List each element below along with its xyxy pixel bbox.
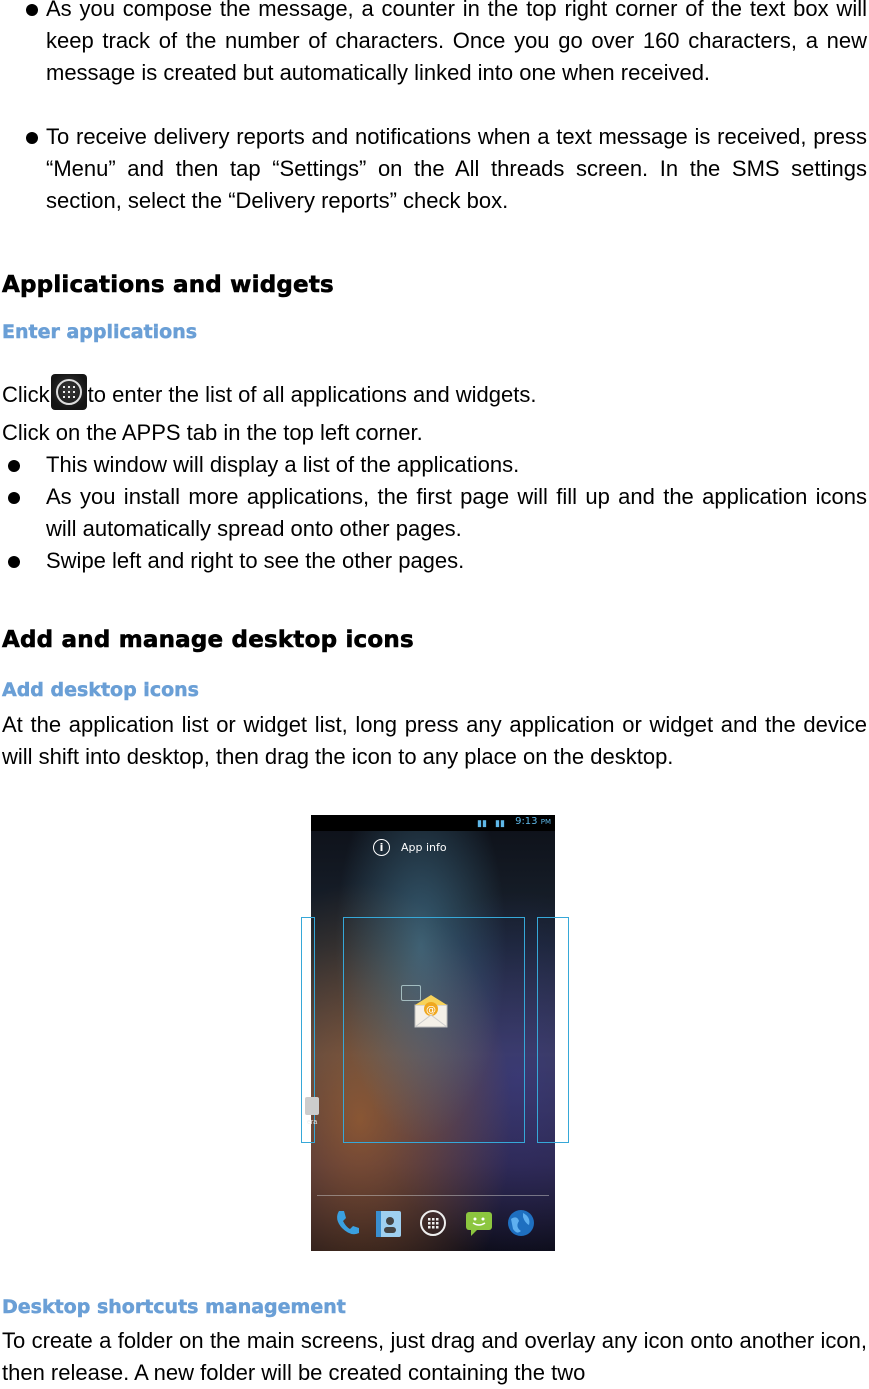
desktop-panel-right — [537, 917, 569, 1143]
bullet-message-counter: As you compose the message, a counter in the top right corner of the text box will keep track of the number of characters. Once you go over 160 characters, a new message is created but automatically linked into one when received. — [46, 0, 867, 85]
side-app-label: era — [307, 1119, 318, 1126]
click-instruction: Click to enter the list of all applications and widgets. — [2, 374, 867, 411]
bullet-delivery-reports: To receive delivery reports and notifications when a text message is received, press “Menu” and then tap “Settings” on the All threads screen. In the SMS settings section, select the “Delivery reports” check box. — [46, 124, 867, 213]
browser-icon[interactable] — [505, 1207, 537, 1239]
messaging-icon[interactable] — [463, 1207, 495, 1239]
apps-launcher-icon[interactable] — [417, 1207, 449, 1239]
contacts-icon[interactable] — [373, 1207, 405, 1239]
phone-icon[interactable] — [331, 1207, 363, 1239]
camera-icon — [305, 1097, 319, 1115]
signal-icon: ▮▮ — [495, 818, 505, 828]
bullet-dot — [26, 0, 38, 25]
bullet-dot — [8, 449, 20, 481]
desktop-panel-center — [343, 917, 525, 1143]
bullet-install-more: As you install more applications, the first page will fill up and the application icons will automatically spread onto other pages. — [46, 484, 867, 541]
bullet-dot — [8, 481, 20, 513]
bullet-swipe: Swipe left and right to see the other pages. — [46, 548, 465, 573]
heading-add-manage-icons: Add and manage desktop icons — [2, 627, 414, 653]
svg-text:@: @ — [426, 1005, 436, 1016]
subheading-desktop-shortcuts: Desktop shortcuts management — [2, 1296, 346, 1318]
desktop-shortcuts-body: To create a folder on the main screens, just drag and overlay any icon onto another icon, then release. A new folder will be created containing the two — [2, 1328, 867, 1385]
info-icon: i — [373, 839, 390, 856]
apps-launcher-icon — [51, 374, 87, 410]
bullet-dot — [8, 545, 20, 577]
dock-divider — [317, 1195, 549, 1196]
subheading-add-desktop-icons: Add desktop icons — [2, 679, 199, 701]
bullet-dot — [26, 121, 38, 153]
add-desktop-body: At the application list or widget list, long press any application or widget and the device will shift into desktop, then drag the icon to any place on the desktop. — [2, 712, 867, 769]
folder-outline-icon — [401, 985, 421, 1001]
status-bar — [311, 815, 555, 831]
apps-tab-instruction: Click on the APPS tab in the top left corner. — [2, 420, 423, 445]
bullet-app-list: This window will display a list of the applications. — [46, 452, 520, 477]
subheading-enter-applications: Enter applications — [2, 321, 198, 343]
signal-icon: ▮▮ — [477, 818, 487, 828]
clock: 9:13 PM — [515, 816, 551, 827]
heading-applications-widgets: Applications and widgets — [2, 272, 334, 298]
phone-screenshot — [307, 815, 555, 1251]
app-info-target[interactable]: i App info — [401, 841, 447, 854]
